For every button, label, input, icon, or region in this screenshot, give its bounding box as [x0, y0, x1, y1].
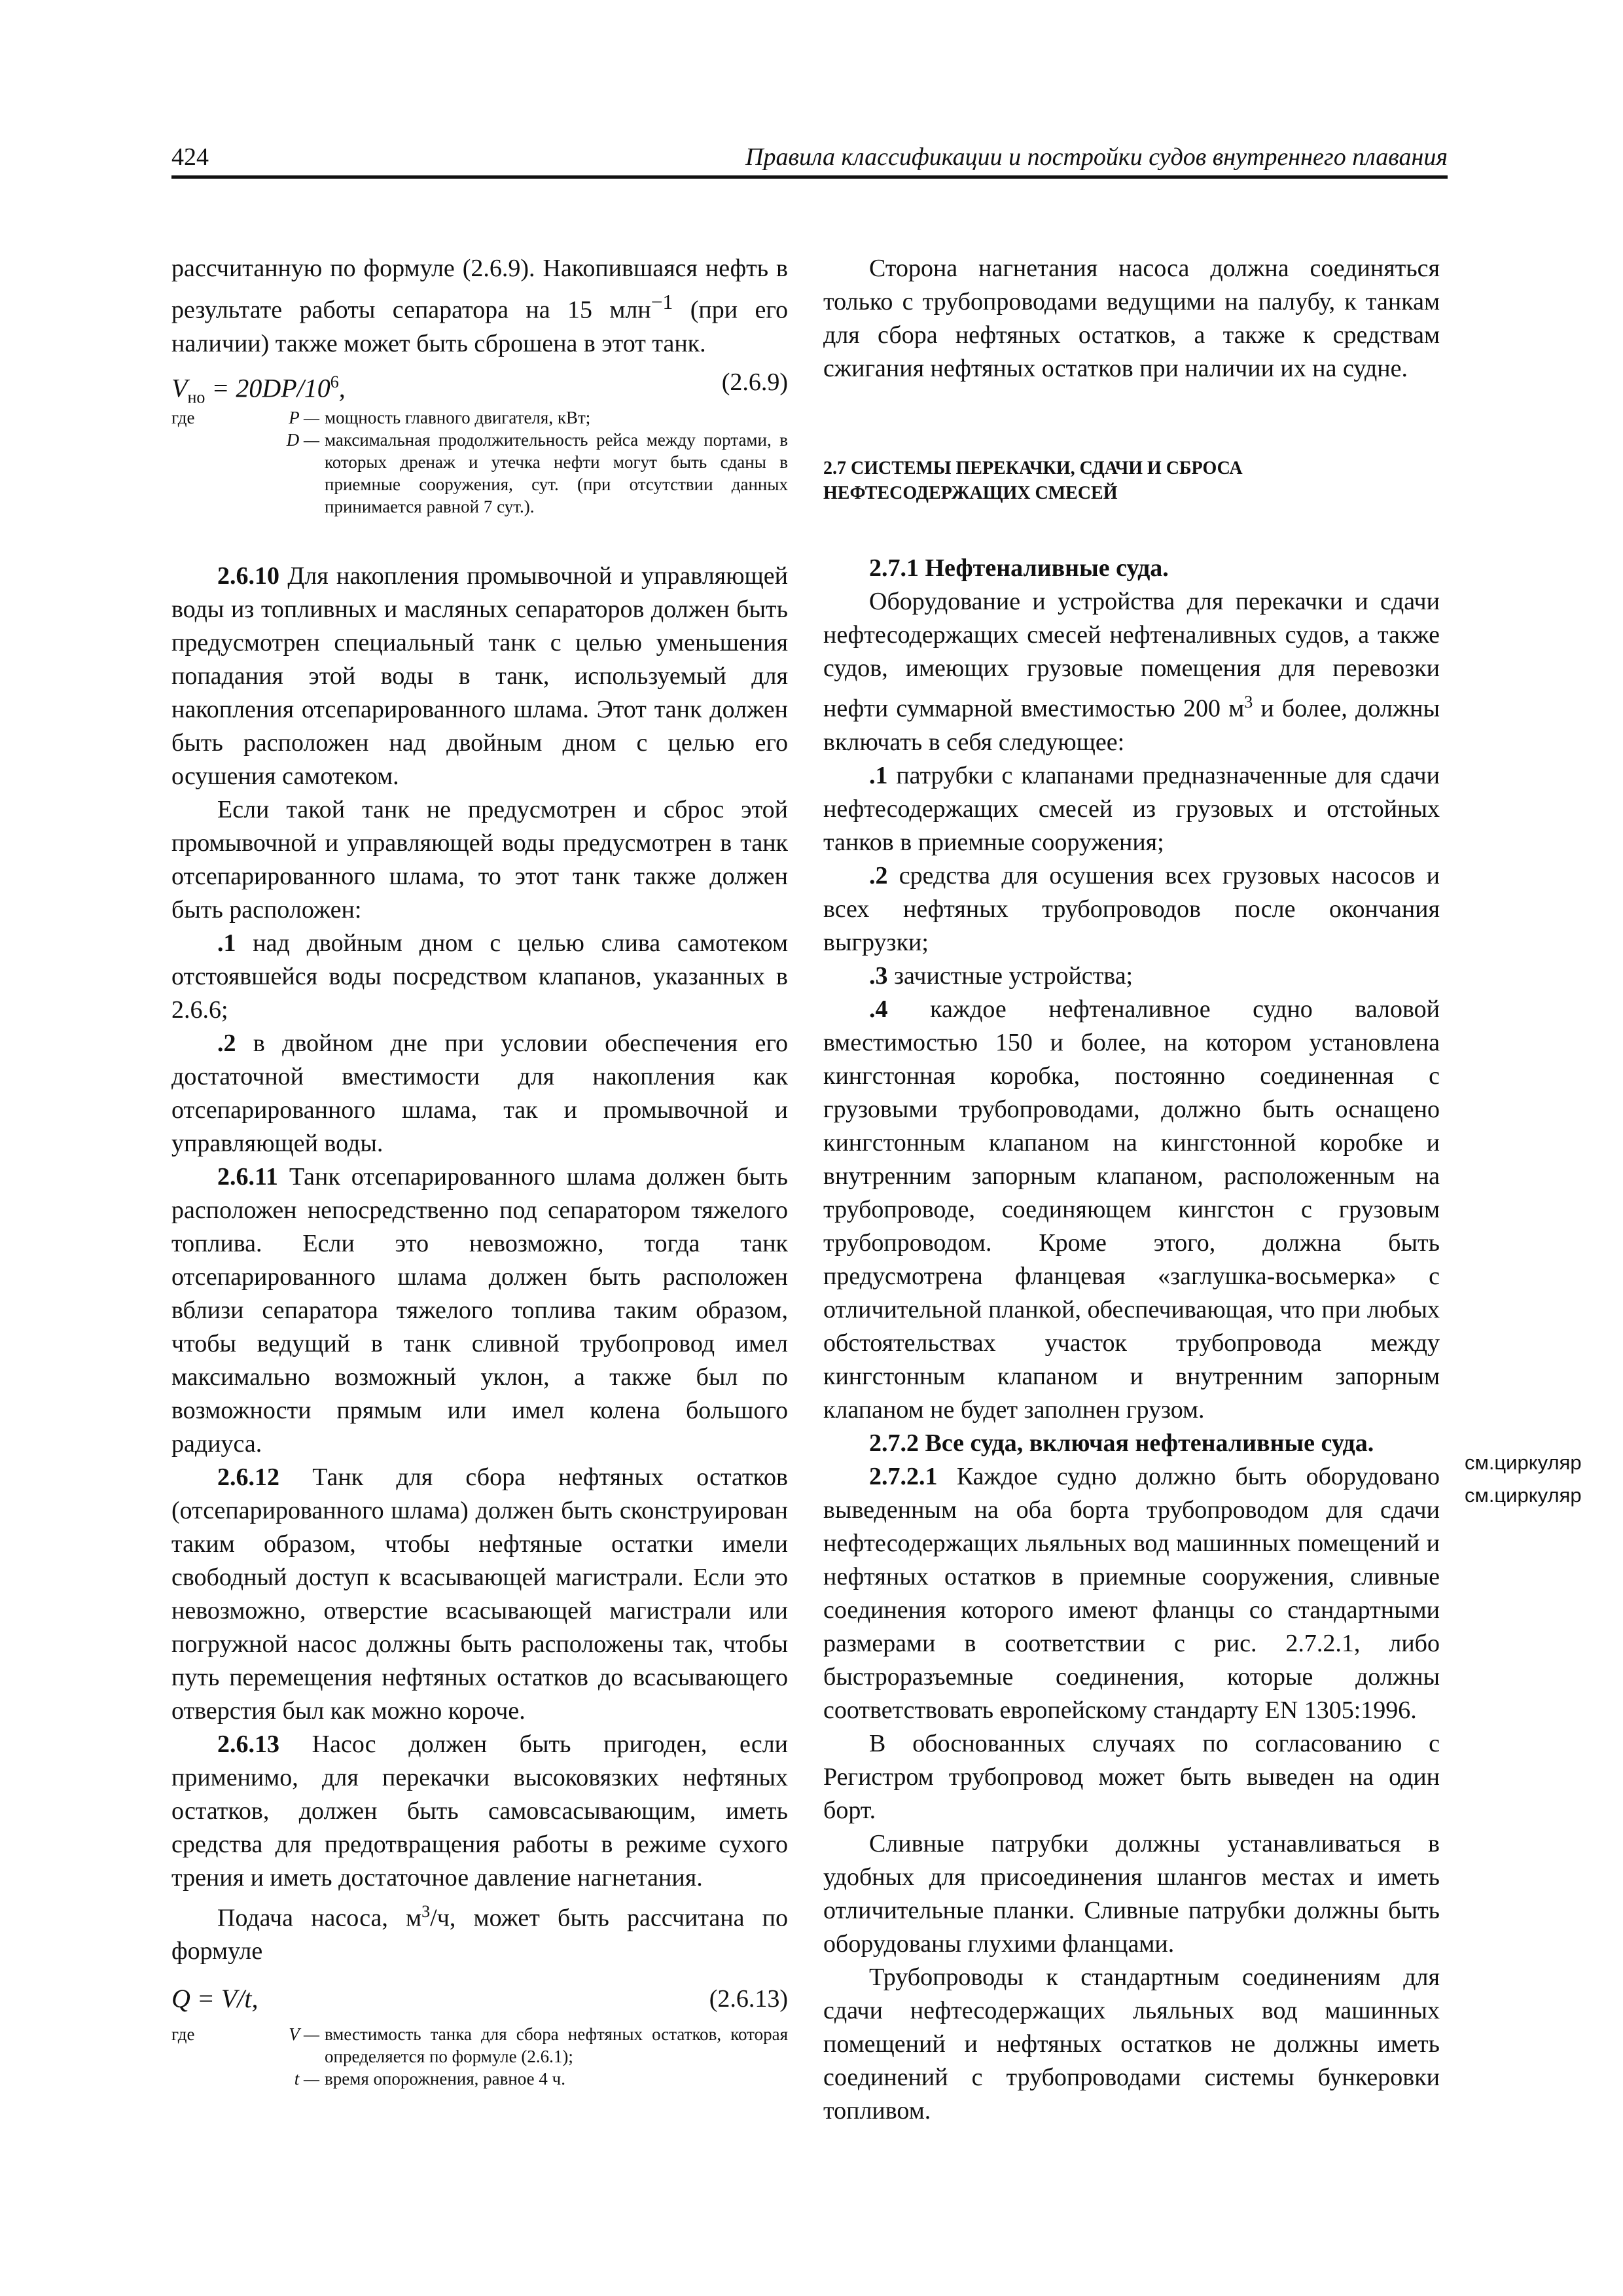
text: средства для осушения всех грузовых насосов и всех нефтяных трубопроводов после окончания выгрузки;	[823, 861, 1440, 956]
text: Оборудование и устройства для перекачки и сдачи нефтесодержащих смесей нефтеналивных судов, а также судов, имеющих грузовые помещения для перевозки нефти суммарной вместимостью 200 м	[823, 588, 1440, 723]
text: зачистные устройства;	[887, 961, 1133, 990]
subsection-heading: 2.7.2 Все суда, включая нефтеналивные суда.	[869, 1429, 1374, 1457]
formula-symbol: V	[171, 372, 188, 403]
clause-number: 2.6.12	[217, 1463, 279, 1491]
section-title-line: 2.7 СИСТЕМЫ ПЕРЕКАЧКИ, СДАЧИ И СБРОСА	[823, 458, 1243, 478]
text: патрубки с клапанами предназначенные для сдачи нефтесодержащих смесей из грузовых и отстойных танков в приемные сооружения;	[823, 761, 1440, 856]
definition-text: вместимость танка для сбора нефтяных остатков, которая определяется по формуле (2.6.1);	[325, 2024, 788, 2067]
clause-number: 2.6.13	[217, 1730, 279, 1758]
text: /ч, может быть рассчитана по формуле	[171, 1904, 788, 1965]
left-column	[171, 252, 788, 2090]
paragraph: Сливные патрубки должны устанавливаться в удобных для присоединения шлангов местах и иметь отличительные планки. Сливные патрубки должны быть оборудованы глухими фланцами.	[823, 1829, 1440, 1958]
paragraph-2-6-10	[171, 560, 788, 793]
definition-symbol: t —	[294, 2069, 319, 2089]
definition-symbol: V —	[289, 2024, 319, 2045]
right-column	[823, 252, 1440, 2128]
text: Подача насоса, м	[217, 1904, 422, 1932]
list-item	[823, 960, 1440, 993]
paragraph-2-6-13	[171, 1728, 788, 1895]
list-item	[171, 927, 788, 1027]
definition-symbol: D —	[286, 429, 319, 450]
text: над двойным дном с целью слива самотеком отстоявшейся воды посредством клапанов, указанных в 2.6.6;	[171, 929, 788, 1024]
item-number: .4	[869, 995, 888, 1023]
superscript: −1	[651, 291, 673, 314]
margin-note-link[interactable]: см.циркуляр	[1465, 1484, 1582, 1507]
formula-2-6-9	[171, 363, 788, 406]
paragraph	[171, 252, 788, 361]
formula-expression: = 20DP/10	[205, 372, 330, 403]
text: и более, должны включать в себя следующее:	[823, 694, 1440, 756]
paragraph-2-6-11	[171, 1160, 788, 1461]
header-rule	[171, 175, 1448, 179]
clause-number: 2.7.2.1	[869, 1462, 938, 1490]
text: Танк для сбора нефтяных остатков (отсепарированного шлама) должен быть сконструирован таким образом, чтобы нефтяные остатки имели свободный доступ к всасывающей магистрали. Если это невозможно, отверстие всасывающей магистрали или погружной насос должны быть расположены так, чтобы путь перемещения нефтяных остатков до всасывающего отверстия был как можно короче.	[171, 1463, 788, 1725]
text: Для накопления промывочной и управляющей воды из топливных и масляных сепараторов должен быть предусмотрен специальный танк с целью уменьшения попадания этой воды в танк, используемый для накопления отсепарированного шлама. Этот танк должен быть расположен над двойным дном с целью его осушения самотеком.	[171, 562, 788, 790]
margin-note-link[interactable]: см.циркуляр	[1465, 1451, 1582, 1474]
definition-item	[253, 429, 788, 518]
text: Каждое судно должно быть оборудовано выведенным на оба борта трубопроводом для сдачи нефтесодержащих льяльных вод машинных помещений и нефтяных остатков в приемные сооружения, сливные соединения которого имеют фланцы со стандартными размерами в соответствии с рис. 2.7.2.1, либо быстроразъемные соединения, которые должны соответствовать европейскому стандарту EN 1305:1996.	[823, 1462, 1440, 1724]
text: (при его наличии) также может быть сброшена в этот танк.	[171, 296, 788, 357]
where-label: где	[171, 2024, 195, 2045]
running-title: Правила классификации и постройки судов внутреннего плавания	[745, 143, 1448, 171]
definition-text: время опорожнения, равное 4 ч.	[325, 2069, 565, 2089]
item-number: .1	[217, 929, 236, 957]
text: каждое нефтеналивное судно валовой вместимостью 150 и более, на котором установлена кингстонная коробка, постоянно соединенная с грузовыми трубопроводами, должно быть оснащено кингстонным клапаном на кингстонной коробке и внутренним запорным клапаном, расположенным на трубопроводе, соединяющем кингстон с грузовым трубопроводом. Кроме этого, должна быть предусмотрена фланцевая «заглушка-восьмерка» с отличительной планкой, обеспечивающая, что при любых обстоятельствах участок трубопровода между кингстонным клапаном и внутренним запорным клапаном не будет заполнен грузом.	[823, 995, 1440, 1424]
list-item	[823, 993, 1440, 1427]
definition-text: мощность главного двигателя, кВт;	[325, 407, 591, 427]
paragraph-2-7-2-1	[823, 1460, 1440, 1727]
definition-item	[253, 2023, 788, 2068]
text: рассчитанную по формуле (2.6.9). Накопившаяся нефть в результате работы сепаратора на 15 млн	[171, 255, 788, 324]
text: Насос должен быть пригоден, если применимо, для перекачки высоковязких нефтяных остатков, должен быть самовсасывающим, иметь средства для предотвращения работы в режиме сухого трения и иметь достаточное давление нагнетания.	[171, 1730, 788, 1892]
paragraph-2-6-12	[171, 1461, 788, 1728]
clause-number: 2.6.10	[217, 562, 279, 590]
paragraph: Сторона нагнетания насоса должна соединяться только с трубопроводами ведущими на палубу, к танкам для сбора нефтяных остатков, а также к средствам сжигания нефтяных остатков при наличии их на судне.	[823, 255, 1440, 382]
item-number: .3	[869, 961, 888, 990]
item-number: .1	[869, 761, 888, 789]
formula-definitions	[171, 406, 788, 518]
definition-item	[253, 406, 788, 429]
definition-symbol: P —	[289, 407, 319, 427]
section-title-line: НЕФТЕСОДЕРЖАЩИХ СМЕСЕЙ	[823, 483, 1118, 503]
equation-number: (2.6.9)	[721, 368, 788, 396]
page-number: 424	[171, 143, 209, 171]
equation-number: (2.6.13)	[709, 1985, 788, 2013]
paragraph	[823, 585, 1440, 759]
paragraph: Трубопроводы к стандартным соединениям для сдачи нефтесодержащих льяльных вод машинных помещений и нефтяных остатков не должны иметь соединений с трубопроводами системы бункеровки топливом.	[823, 1963, 1440, 2125]
list-item	[171, 1027, 788, 1160]
item-number: .2	[869, 861, 888, 889]
formula-expression: Q = V/t,	[171, 1984, 259, 2014]
superscript: 3	[1244, 692, 1253, 711]
definition-text: максимальная продолжительность рейса между портами, в которых дренаж и утечка нефти могут быть сданы в приемные сооружения, сут. (при отсутствии данных принимается равной 7 сут.).	[325, 429, 788, 516]
text: Танк отсепарированного шлама должен быть расположен непосредственно под сепаратором тяжелого топлива. Если это невозможно, тогда танк отсепарированного шлама должен быть расположен вблизи сепаратора тяжелого топлива таким образом, чтобы ведущий в танк сливной трубопровод имел максимально возможный уклон, а также был по возможности прямым или имел колена большого радиуса.	[171, 1162, 788, 1458]
definition-item	[253, 2068, 788, 2090]
formula-definitions	[171, 2023, 788, 2090]
where-label: где	[171, 407, 195, 427]
text: в двойном дне при условии обеспечения его достаточной вместимости для накопления как отсепарированного шлама, так и промывочной и управляющей воды.	[171, 1029, 788, 1157]
formula-2-6-13	[171, 1980, 788, 2018]
formula-end: ,	[338, 372, 346, 403]
formula-superscript: 6	[330, 372, 339, 391]
formula-subscript: но	[187, 387, 205, 406]
paragraph: Если такой танк не предусмотрен и сброс этой промывочной и управляющей воды предусмотрен в танк отсепарированного шлама, то этот танк также должен быть расположен:	[171, 795, 788, 924]
list-item	[823, 859, 1440, 960]
clause-number: 2.6.11	[217, 1162, 278, 1191]
item-number: .2	[217, 1029, 236, 1057]
paragraph	[171, 1895, 788, 1969]
list-item	[823, 759, 1440, 859]
superscript: 3	[421, 1901, 431, 1921]
subsection-heading: 2.7.1 Нефтеналивные суда.	[869, 554, 1169, 582]
paragraph: В обоснованных случаях по согласованию с Регистром трубопровод может быть выведен на один борт.	[823, 1729, 1440, 1824]
